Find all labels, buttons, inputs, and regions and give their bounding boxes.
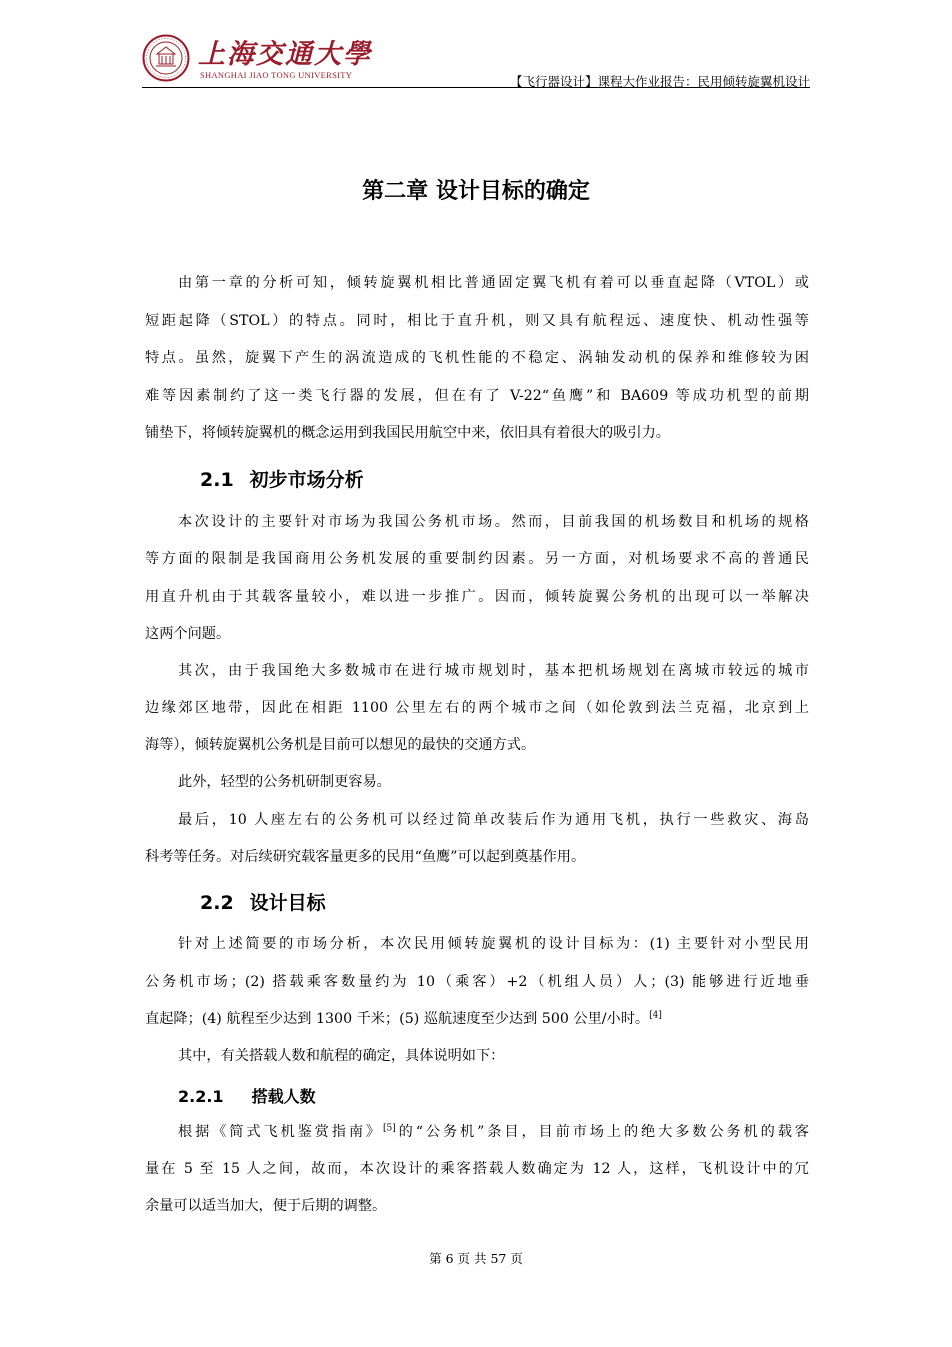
section-heading-2-2-1 [178,1084,316,1107]
citation-ref: [5] [383,1123,396,1134]
intro-line-2: 短距起降（STOL）的特点。同时，相比于直升机，则又具有航程远、速度快、机动性强等 [145,313,809,329]
page-header [142,30,810,88]
university-seal-icon [142,34,190,82]
section-title: 设计目标 [249,892,326,914]
s221-line-1-pre: 根据《简式飞机鉴赏指南》 [178,1124,384,1140]
s21-p2-line-2: 边缘郊区地带，因此在相距 1100 公里左右的两个城市之间（如伦敦到法兰克福，北京到上 [145,700,809,716]
university-name-english: SHANGHAI JIAO TONG UNIVERSITY [200,70,353,80]
s22-p1-line-1: 针对上述简要的市场分析，本次民用倾转旋翼机的设计目标为：(1) 主要针对小型民用 [178,936,809,952]
s21-p1-line-2: 等方面的限制是我国商用公务机发展的重要制约因素。另一方面，对机场要求不高的普通民 [145,551,809,567]
s221-line-2: 量在 5 至 15 人之间，故而，本次设计的乘客搭载人数确定为 12 人，这样，飞机设计中的冗 [145,1161,809,1177]
section-title: 搭载人数 [251,1087,316,1106]
course-title: 【飞行器设计】课程大作业报告：民用倾转旋翼机设计 [509,74,810,89]
intro-line-5: 铺垫下，将倾转旋翼机的概念运用到我国民用航空中来，依旧具有着很大的吸引力。 [145,425,670,441]
citation-ref: [4] [649,1010,662,1021]
section-number: 2.2.1 [178,1087,224,1106]
s21-p2-line-3: 海等），倾转旋翼机公务机是目前可以想见的最快的交通方式。 [145,737,536,753]
university-name-chinese: 上海交通大學 [198,39,372,70]
s221-line-1-post: 的“公务机”条目，目前市场上的绝大多数公务机的载客 [395,1124,809,1140]
section-number: 2.1 [200,469,234,491]
intro-line-4: 难等因素制约了这一类飞行器的发展，但在有了 V-22“鱼鹰”和 BA609 等成功机型的前期 [145,388,809,404]
s21-p2-line-1: 其次，由于我国绝大多数城市在进行城市规划时，基本把机场规划在离城市较远的城市 [178,663,809,679]
section-number: 2.2 [200,892,234,914]
s22-p1-line-2: 公务机市场；(2) 搭载乘客数量约为 10（乘客）+2（机组人员）人；(3) 能够进行近地垂 [145,974,809,990]
section-heading-2-2 [200,888,326,915]
s22-p1-line-3-text: 直起降；(4) 航程至少达到 1300 千米；(5) 巡航速度至少达到 500 公里/小时。 [145,1011,650,1027]
header-divider [142,87,810,88]
s21-p3: 此外，轻型的公务机研制更容易。 [178,774,391,790]
s221-line-3: 余量可以适当加大，便于后期的调整。 [145,1198,387,1214]
s22-p1-line-3 [145,1009,809,1029]
s21-p4-line-1: 最后，10 人座左右的公务机可以经过简单改装后作为通用飞机，执行一些救灾、海岛 [178,812,809,828]
chapter-title: 第二章 设计目标的确定 [362,179,590,204]
s21-p1-line-3: 用直升机由于其载客量较小，难以进一步推广。因而，倾转旋翼公务机的出现可以一举解决 [145,589,809,605]
s21-p1-line-4: 这两个问题。 [145,626,231,642]
s221-line-1 [178,1122,809,1142]
intro-line-3: 特点。虽然，旋翼下产生的涡流造成的飞机性能的不稳定、涡轴发动机的保养和维修较为困 [145,350,809,366]
section-title: 初步市场分析 [249,469,364,491]
s22-p2: 其中，有关搭载人数和航程的确定，具体说明如下： [178,1048,505,1064]
s21-p1-line-1: 本次设计的主要针对市场为我国公务机市场。然而，目前我国的机场数目和机场的规格 [178,514,809,530]
page-footer: 第 6 页 共 57 页 [429,1251,523,1266]
s21-p4-line-2: 科考等任务。对后续研究载客量更多的民用“鱼鹰”可以起到奠基作用。 [145,849,586,865]
section-heading-2-1 [200,465,364,492]
intro-line-1: 由第一章的分析可知，倾转旋翼机相比普通固定翼飞机有着可以垂直起降（VTOL）或 [178,275,809,291]
